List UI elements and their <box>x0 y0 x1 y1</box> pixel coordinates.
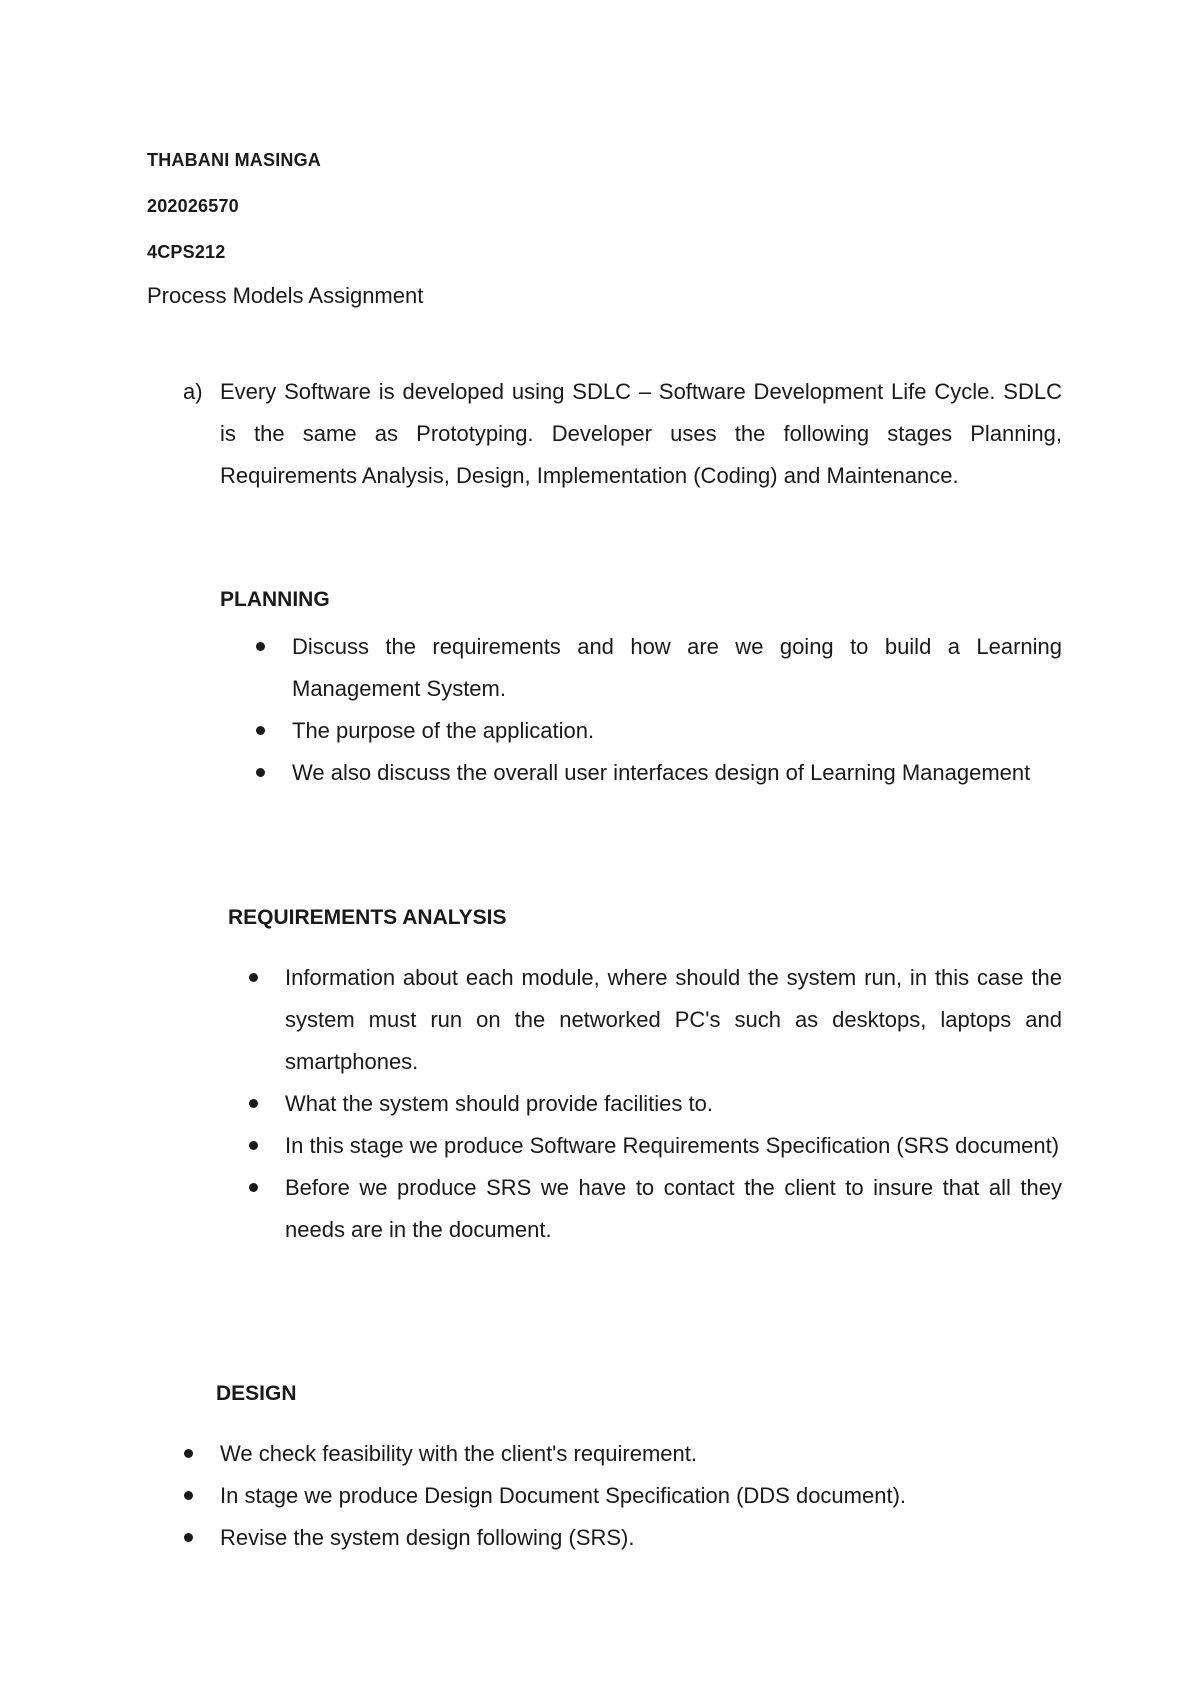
bullet-icon <box>256 726 265 735</box>
list-item <box>249 1125 1062 1167</box>
requirements-list <box>249 957 1062 1251</box>
student-name: THABANI MASINGA <box>147 150 321 170</box>
question-label: a) <box>183 379 203 404</box>
planning-heading: PLANNING <box>220 588 330 611</box>
bullet-icon <box>249 1099 258 1108</box>
bullet-icon <box>256 768 265 777</box>
list-item-text: What the system should provide facilities to. <box>285 1091 713 1116</box>
module-code: 4CPS212 <box>147 242 226 262</box>
list-item <box>256 710 1062 752</box>
list-item <box>184 1475 1062 1517</box>
student-number: 202026570 <box>147 196 239 216</box>
list-item-text: The purpose of the application. <box>292 718 595 743</box>
list-item <box>249 957 1062 1083</box>
list-item-text: In this stage we produce Software Requirements Specification (SRS document) <box>285 1133 1060 1158</box>
design-list <box>184 1433 1062 1559</box>
list-item-text: We check feasibility with the client's requirement. <box>220 1441 697 1466</box>
bullet-icon <box>249 973 258 982</box>
bullet-icon <box>184 1491 193 1500</box>
question-a-text: Every Software is developed using SDLC – Software Development Life Cycle. SDLC is the same as Prototyping. Developer uses the following stages Planning, Requirements Analysis, Design, Implementation (Coding) and Maintenance. <box>220 379 1062 488</box>
requirements-heading: REQUIREMENTS ANALYSIS <box>228 906 507 929</box>
bullet-icon <box>184 1533 193 1542</box>
bullet-icon <box>184 1449 193 1458</box>
list-item <box>256 752 1062 794</box>
bullet-icon <box>256 642 265 651</box>
list-item <box>249 1167 1062 1251</box>
list-item-text: Before we produce SRS we have to contact the client to insure that all they needs are in the document. <box>285 1175 1062 1242</box>
planning-list <box>256 626 1062 794</box>
list-item-text: In stage we produce Design Document Specification (DDS document). <box>220 1483 907 1508</box>
design-heading: DESIGN <box>216 1382 297 1405</box>
list-item <box>256 626 1062 710</box>
bullet-icon <box>249 1183 258 1192</box>
list-item-text: Information about each module, where should the system run, in this case the system must run on the networked PC's such as desktops, laptops and smartphones. <box>285 965 1062 1074</box>
list-item <box>184 1517 1062 1559</box>
list-item-text: Revise the system design following (SRS). <box>220 1525 635 1550</box>
list-item <box>249 1083 1062 1125</box>
list-item-text: We also discuss the overall user interfaces design of Learning Management <box>292 760 1031 785</box>
list-item-text: Discuss the requirements and how are we going to build a Learning Management System. <box>292 634 1062 701</box>
list-item <box>184 1433 1062 1475</box>
assignment-title: Process Models Assignment <box>147 283 424 308</box>
bullet-icon <box>249 1141 258 1150</box>
